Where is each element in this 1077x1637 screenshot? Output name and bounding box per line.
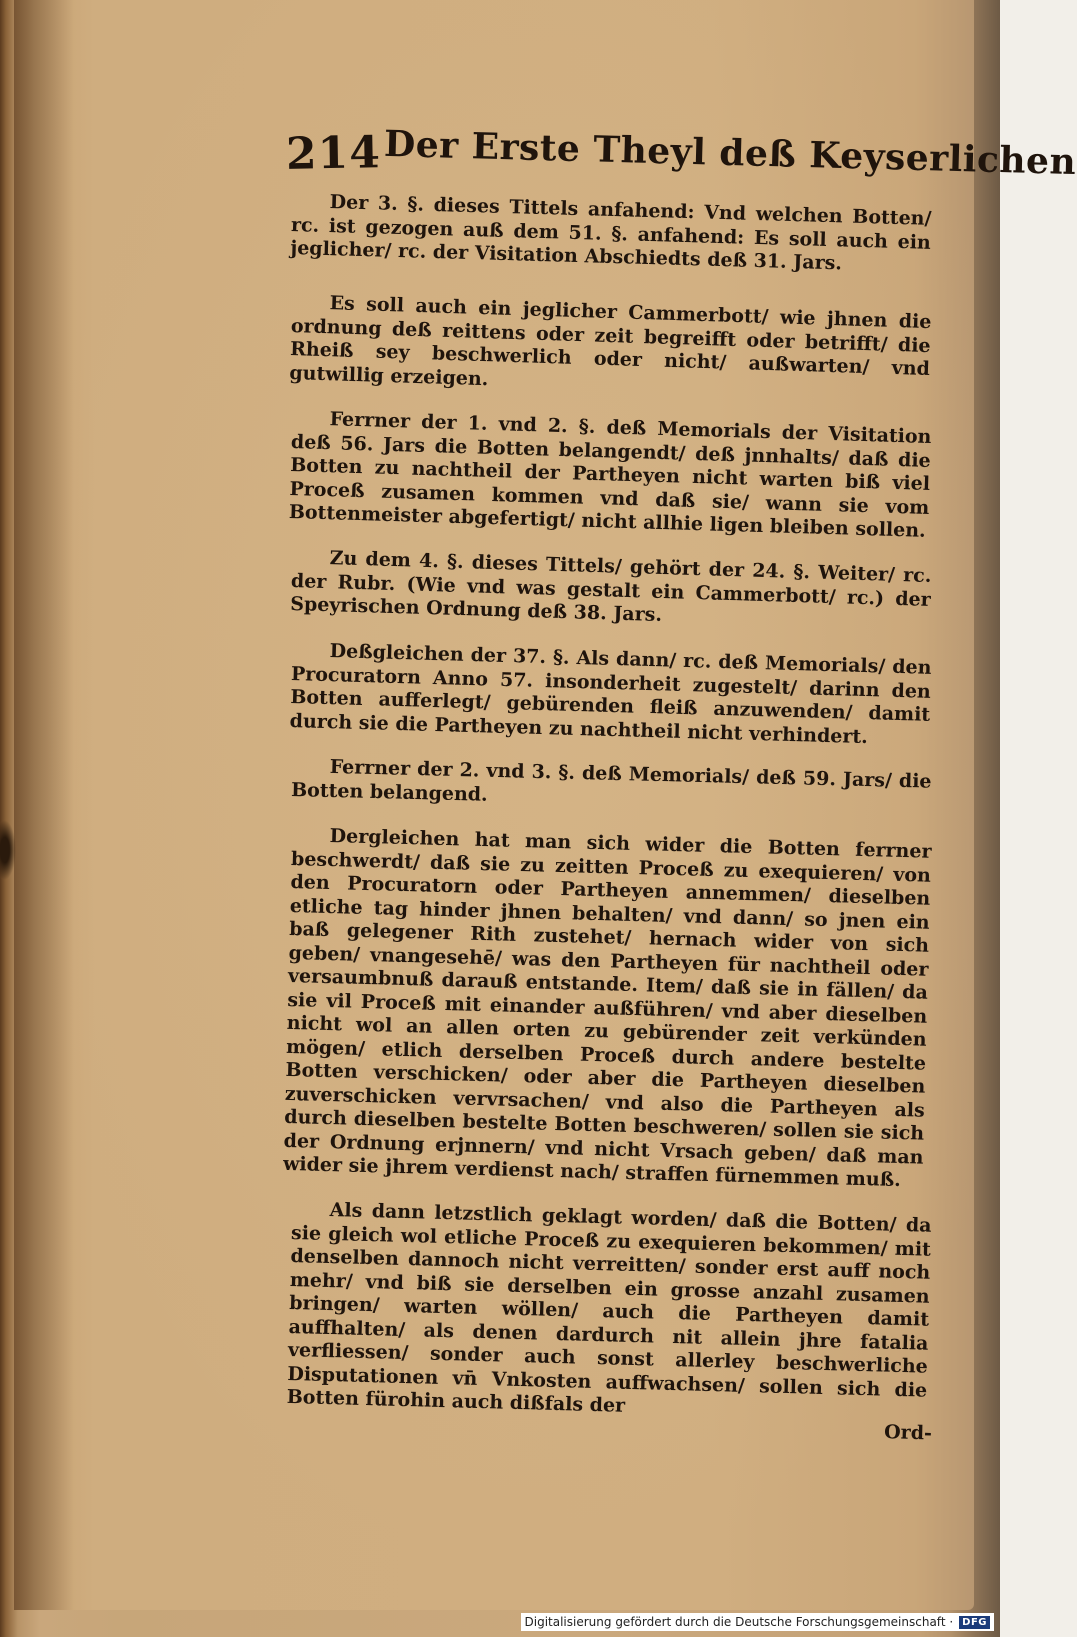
- gutter-shadow: [14, 0, 74, 1610]
- page-header: [285, 122, 1077, 184]
- footer-credit: Digitalisierung gefördert durch die Deutsche Forschungsgemeinschaft ·: [524, 1615, 954, 1629]
- paragraph-1: Der 3. §. dieses Tittels anfahend: Vnd welchen Botten/ rc. ist gezogen auß dem 51. §. anfahend: Es soll auch ein jeglicher/ rc. der Visitation Abschiedts deß 31. Jars.: [290, 191, 932, 275]
- paragraph-2: Es soll auch ein jeglicher Cammerbott/ wie jhnen die ordnung deß reittens oder zeit begreifft oder betrifft/ die Rheiß sey beschwerlich oder nicht/ außwarten/ vnd gutwillig erzeigen.: [289, 291, 932, 390]
- paragraph-6: Ferrner der 2. vnd 3. §. deß Memorials/ deß 59. Jars/ die Botten belangend.: [290, 755, 932, 805]
- edge-stain: [0, 820, 16, 880]
- paragraph-8: Als dann letzstlich geklagt worden/ daß die Botten/ da sie gleich wol etliche Proceß zu exequieren bekommen/ mit denselben dannoch nicht verreitten/ sonder erst auff noch mehr/ vnd biß sie derselben ein grosse anzahl zusamen bringen/ warten wöllen/ auch die Partheyen damit auffhalten/ als denen dardurch nit allein jhre fatalia verfliessen/ sonder auch sonst allerley beschwerliche Disputationen vn̄ Vnkosten auffwachsen/ sollen sich die Botten fürohin auch dißfals der: [286, 1198, 932, 1417]
- catchword: Ord-: [883, 1420, 933, 1444]
- paragraph-5: Deßgleichen der 37. §. Als dann/ rc. deß Memorials/ den Procuratorn Anno 57. insonderheit zugestelt/ darinn den Botten aufferlegt/ gebürenden fleiß anzuwenden/ damit durch sie die Partheyen zu nachtheil nicht verhindert.: [289, 639, 932, 748]
- paragraph-7: Dergleichen hat man sich wider die Botten ferrner beschwerdt/ daß sie zu zeitten Proceß zu exequieren/ von den Procuratorn oder Partheyen annemmen/ dieselben etliche tag hinder jhnen behalten/ vnd dann/ so jnen ein baß gelegener Rith zustehet/ hernach wider von sich geben/ vnangesehē/ was den Partheyen für nachtheil oder versaumbnuß darauß entstande. Item/ daß sie in fällen/ da sie vil Proceß mit einander außführen/ vnd aber dieselben nicht wol an allen orten zu gebürender zeit verkünden mögen/ etlich derselben Proceß durch andere bestelte Botten verschicken/ oder aber die Partheyen dieselben zuverschicken vervrsachen/ vnd also die Partheyen als durch dieselben bestelte Botten beschweren/ sollen sie sich der Ordnung erjnnern/ vnd nicht Vrsach geben/ daß man wider sie jhrem verdienst nach/ straffen fürnemmen muß.: [282, 824, 932, 1191]
- running-title: Der Erste Theyl deß Keyserlichen: [383, 122, 1077, 184]
- paragraph-3: Ferrner der 1. vnd 2. §. deß Memorials der Visitation deß 56. Jars die Botten belangendt/ deß jnnhalts/ daß die Botten zu nachtheil der Partheyen nicht warten biß viel Proceß zusamen kommen vnd daß sie/ wann sie vom Bottenmeister abgefertigt/ nicht allhie ligen bleiben sollen.: [288, 407, 932, 542]
- text-block: [282, 122, 1077, 1444]
- paragraph-4: Zu dem 4. §. dieses Tittels/ gehört der 24. §. Weiter/ rc. der Rubr. (Wie vnd was gestalt ein Cammerbott/ rc.) der Speyrischen Ordnung deß 38. Jars.: [289, 547, 932, 627]
- book-page: [14, 0, 1077, 1610]
- page-number: 214: [285, 127, 382, 180]
- digitization-footer: [521, 1613, 994, 1631]
- dfg-logo-icon: DFG: [959, 1616, 990, 1629]
